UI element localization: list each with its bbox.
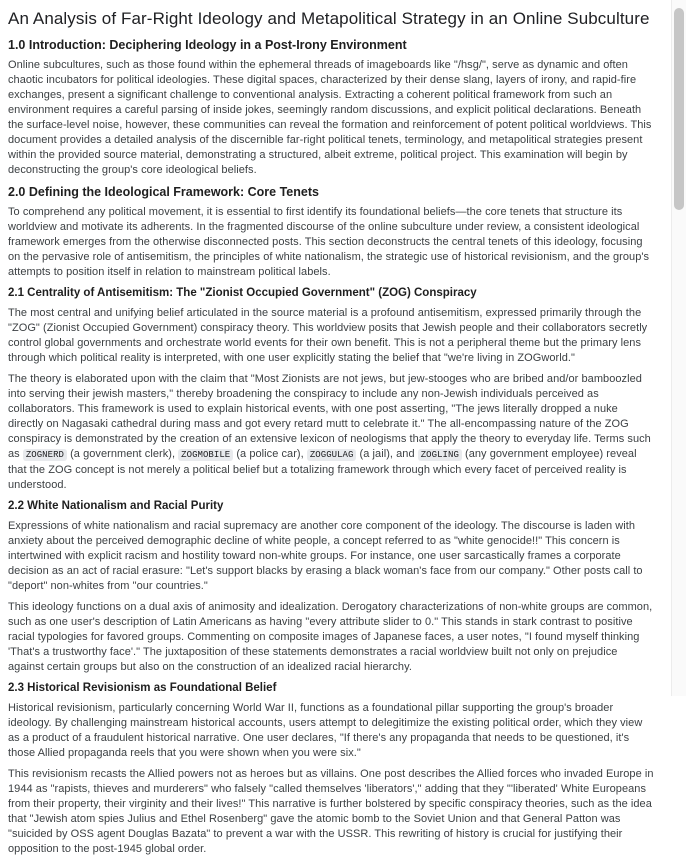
paragraph [8, 372, 654, 493]
document-title: An Analysis of Far-Right Ideology and Metapolitical Strategy in an Online Subculture [8, 9, 650, 28]
text-run: Online subcultures, such as those found within the ephemeral threads of imageboards like "/hsg/", serve as dynamic and often chaotic incubators for political ideologies. These digital spaces, characterized by their dense slang, layers of irony, and rapid-fire exchanges, present a significant challenge to conventional analysis. Extracting a coherent political framework from such an environment requires a careful parsing of inside jokes, seemingly random discussions, and explicit political declarations. Beneath the surface-level noise, however, these communities can reveal the formation and reinforcement of potent political worldviews. This document provides a detailed analysis of the discernible far-right political tenets, terminology, and metapolitical strategies present within the provided source material, demonstrating a structured, albeit extreme, political project. This examination will begin by deconstructing the group's core ideological beliefs. [8, 59, 652, 176]
paragraph [8, 767, 654, 857]
text-run: The most central and unifying belief articulated in the source material is a profound antisemitism, expressed primarily through the "ZOG" (Zionist Occupied Government) conspiracy theory. This worldview posits that Jewish people and their collaborators secretly control global governments and orchestrate world events for their own benefit. This is not a peripheral theme but the primary lens through which political reality is interpreted, with one user explicitly stating the belief that "we're living in ZOGworld." [8, 307, 648, 364]
document-body [8, 38, 654, 857]
section-heading: 2.1 Centrality of Antisemitism: The "Zionist Occupied Government" (ZOG) Conspiracy [8, 287, 477, 299]
scrollbar-thumb[interactable] [674, 8, 684, 210]
paragraph [8, 58, 654, 178]
section-heading: 2.2 White Nationalism and Racial Purity [8, 500, 224, 512]
text-run: Expressions of white nationalism and racial supremacy are another core component of the ideology. The discourse is laden with anxiety about the perceived demographic decline of white people, a concept referred to as "white genocide!!" This concern is intertwined with explicit racism and hostility toward non-white groups. For instance, one user sarcastically frames a corporate decision as an act of racial erasure: "Let's support blacks by erasing a black woman's face from our company." Other posts call to "deport" non-whites from "our countries." [8, 520, 643, 592]
text-run: This revisionism recasts the Allied powers not as heroes but as villains. One post describes the Allied forces who invaded Europe in 1944 as "rapists, thieves and murderers" who falsely "called themselves 'liberators'," adding that they "'liberated' White Europeans from their property, their virginity and their lives!" This narrative is further bolstered by specific conspiracy theories, such as the idea that "Jewish atom spies Julius and Ethel Rosenberg" gave the atomic bomb to the Soviet Union and that General Patton was "suicided by OSS agent Douglas Bazata" to prevent a war with the USSR. This rewriting of history is crucial for justifying their opposition to the post-1945 global order. [8, 768, 654, 855]
section-heading: 2.0 Defining the Ideological Framework: Core Tenets [8, 185, 319, 199]
paragraph [8, 306, 654, 366]
text-run: The theory is elaborated upon with the claim that "Most Zionists are not jews, but jew-stooges who are bribed and/or bamboozled into serving their jewish masters," thereby broadening the conspiracy to include any non-Jewish individuals perceived as collaborators. This framework is used to explain historical events, with one post asserting, "The jews literally dropped a nuke directly on Nagasaki cathedral during mass and got every retard mutt to celebrate it." The all-encompassing nature of the ZOG conspiracy is demonstrated by the creation of an extensive lexicon of neologisms that apply the theory to everyday life. Terms such as [8, 373, 651, 460]
text-run: (any government employee) reveal that the ZOG concept is not merely a political belief but a totalizing framework through which every facet of perceived reality is understood. [8, 448, 637, 491]
text-run: (a government clerk), [66, 448, 179, 460]
section-heading: 2.3 Historical Revisionism as Foundational Belief [8, 682, 277, 694]
paragraph [8, 701, 654, 761]
paragraph [8, 519, 654, 594]
text-run: (a jail), and [356, 448, 418, 460]
text-run: To comprehend any political movement, it is essential to first identify its foundational beliefs—the core tenets that structure its worldview and motivate its adherents. In the fragmented discourse of the online subculture under review, a consistent ideological framework emerges from the otherwise disconnected posts. This section deconstructs the central tenets of this ideology, focusing on the pervasive role of antisemitism, the principles of white nationalism, the strategic use of historical revisionism, and the group's attempts to position itself in relation to mainstream political labels. [8, 206, 650, 278]
text-run: Historical revisionism, particularly concerning World War II, functions as a foundational pillar supporting the group's broader ideology. By challenging mainstream historical accounts, users attempt to delegitimize the existing political order, which they view as a product of a fraudulent historical narrative. One user declares, "If there's any propaganda that needs to be questioned, it's those Allied propaganda reels that you were shown when you were six." [8, 702, 643, 759]
section-heading: 1.0 Introduction: Deciphering Ideology in a Post-Irony Environment [8, 38, 407, 52]
inline-code-term: ZOGNERD [23, 449, 67, 461]
scrollbar-track[interactable] [671, 0, 686, 696]
paragraph [8, 205, 654, 280]
text-run: This ideology functions on a dual axis of animosity and idealization. Derogatory characterizations of non-white groups are common, such as one user's description of Latin Americans as having "every attribute slider to 0." This stands in stark contrast to positive racial typologies for favored groups. Commenting on composite images of Japanese faces, a user notes, "I found myself thinking 'That's a trustworthy face'." The juxtaposition of these statements demonstrates a racial worldview built not only on prejudice against certain groups but also on the construction of an idealized racial hierarchy. [8, 601, 653, 673]
inline-code-term: ZOGGULAG [307, 449, 357, 461]
paragraph [8, 600, 654, 675]
inline-code-term: ZOGLING [418, 449, 462, 461]
inline-code-term: ZOGMOBILE [178, 449, 233, 461]
text-run: (a police car), [233, 448, 307, 460]
